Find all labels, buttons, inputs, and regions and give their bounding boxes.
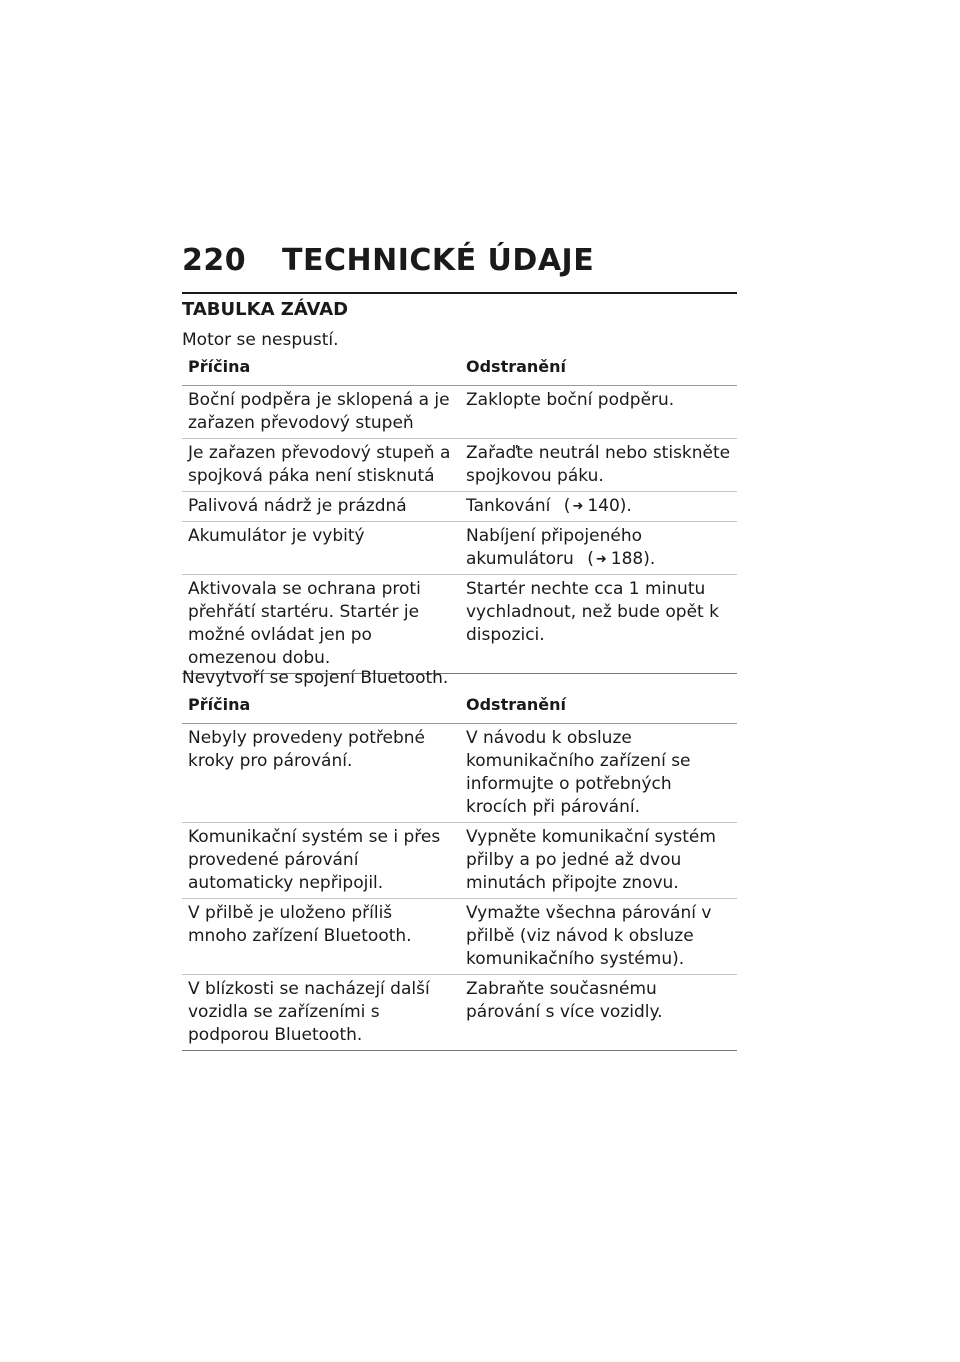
- table-row: [182, 386, 737, 439]
- fault-table: [182, 693, 737, 1051]
- column-header-remedy: Odstranění: [460, 355, 737, 386]
- problem-heading: Motor se nespustí.: [182, 330, 339, 350]
- table-row: [182, 575, 737, 674]
- fault-block-engine: [182, 329, 737, 674]
- table-header-row: [182, 355, 737, 386]
- cause-cell: Palivová nádrž je prázdná: [182, 492, 460, 522]
- cause-cell: V přilbě je uloženo příliš mnoho zařízení Bluetooth.: [182, 899, 460, 975]
- table-row: [182, 492, 737, 522]
- page-header: [182, 244, 737, 294]
- cause-cell: Akumulátor je vybitý: [182, 522, 460, 575]
- table-row: [182, 975, 737, 1051]
- reference-open-paren: (: [563, 496, 571, 516]
- column-header-cause: Příčina: [182, 693, 460, 724]
- section-title: TABULKA ZÁVAD: [182, 299, 349, 320]
- fault-table: [182, 355, 737, 674]
- table-row: [182, 724, 737, 823]
- page-number: 220: [182, 243, 247, 278]
- problem-heading: Nevytvoří se spojení Bluetooth.: [182, 668, 449, 688]
- remedy-cell: Vypněte komunikační systém přilby a po jedné až dvou minutách připojte znovu.: [460, 823, 737, 899]
- remedy-cell: V návodu k obsluze komunikačního zařízení se informujte o potřebných krocích při párování.: [460, 724, 737, 823]
- fault-block-bluetooth: [182, 667, 737, 1051]
- page-reference-link[interactable]: 188).: [610, 549, 656, 569]
- remedy-cell: [460, 492, 737, 522]
- column-header-cause: Příčina: [182, 355, 460, 386]
- remedy-cell: Vymažte všechna párování v přilbě (viz návod k obsluze komunikačního systému).: [460, 899, 737, 975]
- table-row: [182, 823, 737, 899]
- cause-cell: Aktivovala se ochrana proti přehřátí startéru. Startér je možné ovládat jen po omezenou dobu.: [182, 575, 460, 674]
- table-row: [182, 899, 737, 975]
- remedy-cell: Startér nechte cca 1 minutu vychladnout, než bude opět k dispozici.: [460, 575, 737, 674]
- table-row: [182, 522, 737, 575]
- page-reference-link[interactable]: 140).: [587, 496, 632, 516]
- remedy-text: Nabíjení připojeného akumulátoru: [466, 526, 643, 569]
- remedy-cell: Zaklopte boční podpěru.: [460, 386, 737, 439]
- cause-cell: V blízkosti se nacházejí další vozidla se zařízeními s podporou Bluetooth.: [182, 975, 460, 1051]
- cause-cell: Boční podpěra je sklopená a je zařazen převodový stupeň: [182, 386, 460, 439]
- arrow-reference-icon: ➜: [572, 499, 584, 514]
- remedy-text: Tankování: [466, 496, 551, 516]
- table-header-row: [182, 693, 737, 724]
- arrow-reference-icon: ➜: [595, 552, 607, 567]
- cause-cell: Nebyly provedeny potřebné kroky pro párování.: [182, 724, 460, 823]
- remedy-cell: Zabraňte současnému párování s více vozidly.: [460, 975, 737, 1051]
- cause-cell: Komunikační systém se i přes provedené párování automaticky nepřipojil.: [182, 823, 460, 899]
- column-header-remedy: Odstranění: [460, 693, 737, 724]
- reference-open-paren: (: [587, 549, 594, 569]
- chapter-title: TECHNICKÉ ÚDAJE: [282, 243, 595, 278]
- remedy-cell: Zařaďte neutrál nebo stiskněte spojkovou páku.: [460, 439, 737, 492]
- remedy-cell: [460, 522, 737, 575]
- table-row: [182, 439, 737, 492]
- cause-cell: Je zařazen převodový stupeň a spojková páka není stisknutá: [182, 439, 460, 492]
